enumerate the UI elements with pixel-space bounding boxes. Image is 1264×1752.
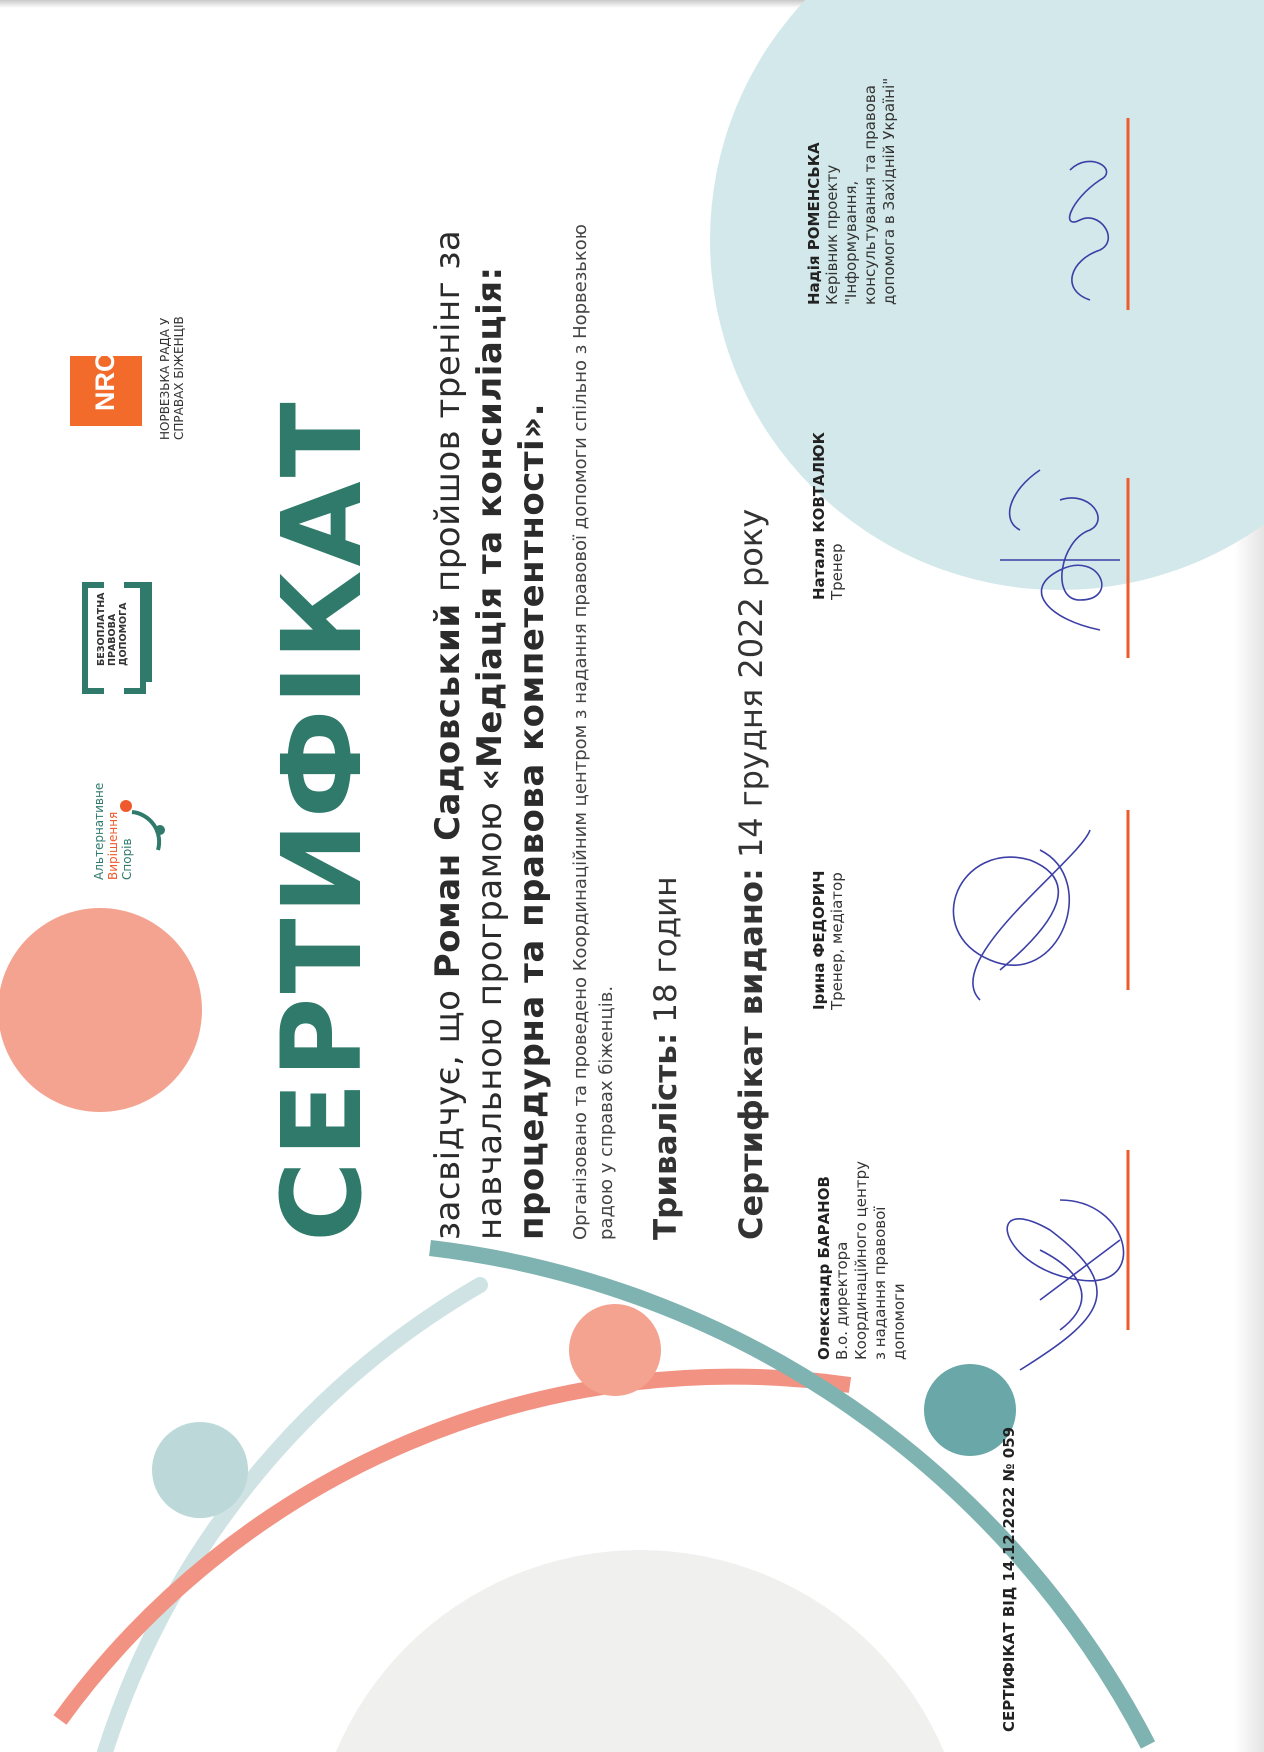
issued-date bbox=[732, 509, 770, 1240]
nrc-logo bbox=[70, 352, 142, 426]
duration bbox=[648, 876, 684, 1240]
duration-value: 18 годин bbox=[648, 876, 684, 1023]
signatory-name: Наталя КОВТАЛЮК bbox=[810, 432, 828, 600]
signatory-role-line: з надання правової bbox=[871, 1206, 889, 1360]
signature-baranov bbox=[1007, 1200, 1123, 1370]
signatory-role-line: Координаційного центру bbox=[852, 1161, 870, 1360]
signatory-role-line: допомоги bbox=[890, 1283, 908, 1360]
signatory-role-line: Тренер bbox=[828, 543, 846, 600]
signatory-fedorych bbox=[810, 871, 847, 1010]
signatory-role-line: "Інформування, bbox=[842, 180, 860, 305]
nrc-caption bbox=[158, 316, 186, 440]
line1-suffix: пройшов тренінг за bbox=[428, 229, 468, 592]
certificate-title: СЕРТИФІКАТ bbox=[258, 398, 386, 1242]
program-title-a: «Медіація та консиліація: bbox=[470, 266, 510, 791]
legal-aid-line3: ДОПОМОГА bbox=[118, 602, 129, 666]
body-line-1 bbox=[428, 230, 468, 1240]
signatory-role-line: допомога в Західній Україні" bbox=[880, 77, 898, 305]
signatory-romenska bbox=[805, 78, 899, 305]
duration-label: Тривалість: bbox=[648, 1032, 684, 1240]
signature-fedorych bbox=[953, 830, 1090, 1000]
signatory-name: Надія РОМЕНСЬКА bbox=[805, 142, 823, 305]
body-line-2 bbox=[470, 266, 510, 1240]
grey-circle bbox=[310, 1550, 970, 1752]
organized-line1: Організовано та проведено Координаційним центром з надання правової допомоги спільно з Норвезькою bbox=[570, 224, 591, 1240]
line2-prefix: навчальною програмою bbox=[470, 801, 510, 1240]
dot-salmon bbox=[569, 1304, 661, 1396]
salmon-circle bbox=[0, 908, 202, 1112]
organized-line2: радою у справах біженців. bbox=[596, 985, 617, 1240]
legal-aid-logo bbox=[96, 592, 129, 666]
signatory-role-line: Тренер, медіатор bbox=[828, 872, 846, 1010]
adr-line1: Альтернативне bbox=[92, 782, 106, 880]
legal-aid-line2: ПРАВОВА bbox=[107, 613, 118, 666]
adr-logo bbox=[92, 783, 134, 880]
recipient-name: Роман Садовський bbox=[428, 603, 468, 979]
legal-aid-line1: БЕЗОПЛАТНА bbox=[96, 592, 107, 666]
signatory-name: Ірина ФЕДОРИЧ bbox=[810, 870, 828, 1010]
certificate-number: СЕРТИФІКАТ ВІД 14.12.2022 № 059 bbox=[1000, 1426, 1018, 1732]
line1-prefix: засвідчує, що bbox=[428, 989, 468, 1240]
teal-circle bbox=[710, 0, 1264, 590]
signatory-baranov bbox=[815, 1161, 909, 1360]
program-title-b: процедурна та правова компетентності». bbox=[512, 402, 552, 1240]
issued-label: Сертифікат видано: bbox=[732, 868, 770, 1240]
adr-line2: Вирішення bbox=[106, 811, 120, 880]
signatory-name: Олександр БАРАНОВ bbox=[815, 1176, 833, 1360]
nrc-logo-mark: NRC bbox=[90, 352, 120, 411]
nrc-line2: СПРАВАХ БІЖЕНЦІВ bbox=[172, 316, 186, 440]
signatory-role-line: Керівник проекту bbox=[823, 164, 841, 305]
dot-light bbox=[152, 1422, 248, 1518]
adr-line3: Спорів bbox=[120, 838, 134, 880]
body-line-3 bbox=[512, 403, 552, 1240]
organized-note bbox=[568, 224, 620, 1240]
nrc-line1: НОРВЕЗЬКА РАДА У bbox=[158, 317, 172, 440]
signatory-role-line: В.о. директора bbox=[833, 1241, 851, 1360]
signatory-kovtaliuk bbox=[810, 432, 847, 600]
signatory-role-line: консультування та правова bbox=[861, 85, 879, 305]
issued-value: 14 грудня 2022 року bbox=[732, 508, 770, 859]
